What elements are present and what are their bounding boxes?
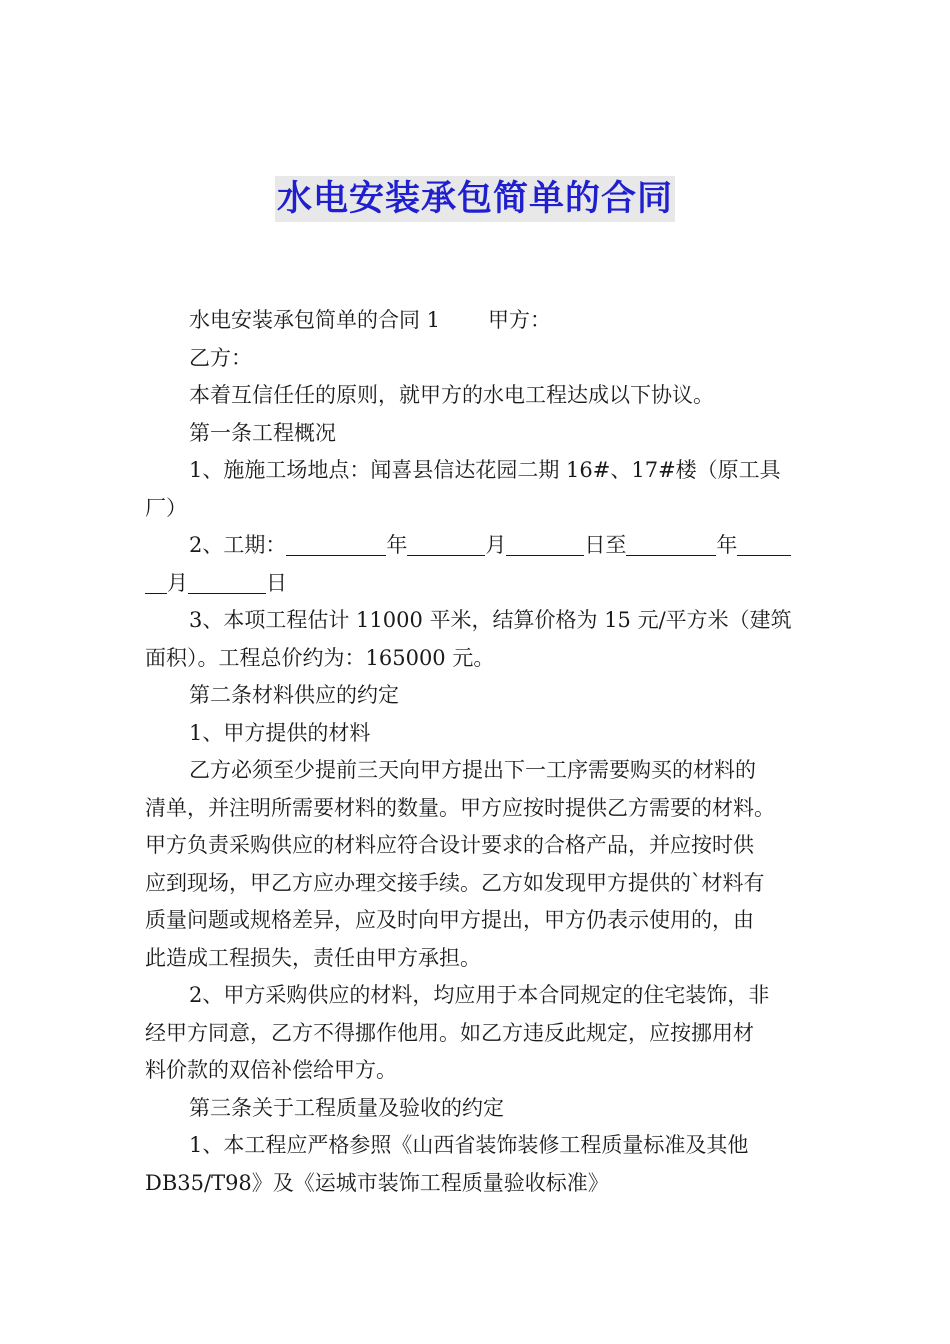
clause-2-1-line-1: 乙方必须至少提前三天向甲方提出下一工序需要购买的材料的: [189, 758, 756, 782]
document-body: [145, 302, 809, 1202]
blank-end-month-part1: [737, 531, 791, 556]
document-title: 水电安装承包简单的合同: [275, 176, 675, 222]
clause-2-1-line-5: 质量问题或规格差异，应及时向甲方提出，甲方仍表示使用的，由: [145, 908, 754, 932]
blank-start-month: [407, 531, 485, 556]
clause-2-1-heading: 1、甲方提供的材料: [189, 720, 371, 745]
intro-paragraph: 本着互信任任的原则，就甲方的水电工程达成以下协议。: [189, 383, 714, 407]
clause-1-2-line-1: [145, 527, 809, 565]
party-b-label: 乙方：: [189, 345, 252, 370]
clause-1-3-line-2: 面积）。工程总价约为：165000 元。: [145, 645, 495, 670]
article-3-heading: 第三条关于工程质量及验收的约定: [189, 1095, 504, 1120]
clause-1-1-line-1: 1、施施工场地点：闻喜县信达花园二期 16#、17#楼（原工具: [189, 458, 781, 482]
article-2-heading: 第二条材料供应的约定: [189, 683, 399, 707]
clause-3-1-line-1: 1、本工程应严格参照《山西省装饰装修工程质量标准及其他: [189, 1133, 749, 1157]
clause-3-1-line-2: DB35/T98》及《运城市装饰工程质量验收标准》: [145, 1170, 609, 1195]
blank-end-year: [626, 531, 716, 556]
party-a-label: 甲方：: [488, 308, 552, 332]
end-month-label: 月: [167, 570, 188, 595]
year-label: 年: [386, 533, 408, 557]
clause-2-2-line-1: 2、甲方采购供应的材料，均应用于本合同规定的住宅装饰，非: [189, 983, 770, 1007]
blank-end-month-part2: [145, 569, 167, 594]
title-container: [0, 176, 950, 222]
period-label: 2、工期：: [189, 533, 287, 557]
clause-2-2-line-3: 料价款的双倍补偿给甲方。: [145, 1058, 397, 1082]
clause-2-1-line-4: 应到现场，甲乙方应办理交接手续。乙方如发现甲方提供的`材料有: [145, 870, 765, 895]
blank-start-day: [506, 531, 584, 556]
paragraph-heading-line: [145, 302, 809, 340]
end-year-label: 年: [716, 533, 738, 557]
clause-2-1-line-2: 清单，并注明所需要材料的数量。甲方应按时提供乙方需要的材料。: [145, 795, 775, 820]
blank-start-year: [286, 531, 386, 556]
blank-end-day: [188, 569, 266, 594]
clause-2-1-line-6: 此造成工程损失，责任由甲方承担。: [145, 945, 481, 970]
day-to-label: 日至: [584, 533, 627, 557]
end-day-label: 日: [266, 570, 287, 595]
contract-subtitle: 水电安装承包简单的合同 1: [189, 308, 441, 332]
clause-2-1-line-3: 甲方负责采购供应的材料应符合设计要求的合格产品，并应按时供: [145, 833, 754, 857]
clause-1-1-line-2: 厂）: [145, 495, 187, 520]
clause-1-3-line-1: 3、本项工程估计 11000 平米，结算价格为 15 元/平方米（建筑: [189, 608, 792, 632]
clause-2-2-line-2: 经甲方同意，乙方不得挪作他用。如乙方违反此规定，应按挪用材: [145, 1020, 754, 1045]
month-label: 月: [485, 533, 507, 557]
article-1-heading: 第一条工程概况: [189, 420, 336, 445]
clause-1-2-line-2: [145, 565, 809, 603]
